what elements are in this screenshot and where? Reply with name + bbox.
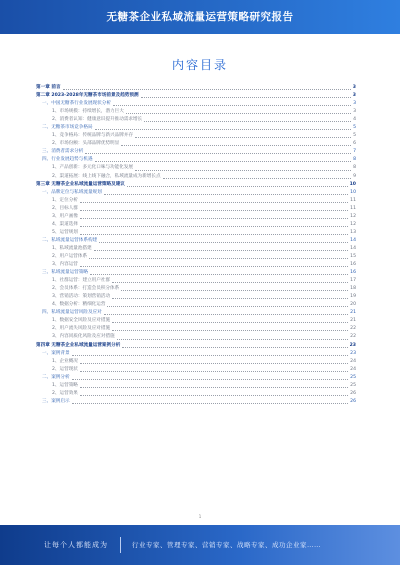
toc-entry[interactable] — [36, 205, 356, 213]
toc-entry-page: 22 — [350, 334, 356, 340]
toc-dot-leader — [80, 387, 348, 388]
footer-banner — [0, 525, 400, 565]
toc-entry-page: 21 — [350, 310, 356, 316]
toc-entry-label: 3、内容同质化风险及应对措施 — [52, 334, 115, 340]
toc-dot-leader — [80, 266, 348, 267]
toc-entry-label: 4、数据分析：精细化运营 — [52, 302, 106, 308]
toc-entry-page: 24 — [350, 358, 356, 364]
toc-entry-label: 1、私域流量池搭建 — [52, 245, 92, 251]
toc-entry[interactable] — [36, 350, 356, 358]
toc-entry-label: 1、企业概况 — [52, 358, 78, 364]
toc-entry-page: 15 — [350, 253, 356, 259]
toc-entry-page: 19 — [350, 294, 356, 300]
toc-dot-leader — [163, 178, 351, 179]
toc-entry-page: 16 — [350, 270, 356, 276]
toc-entry[interactable] — [36, 108, 356, 116]
toc-dot-leader — [90, 274, 348, 275]
toc-entry[interactable] — [36, 164, 356, 172]
toc-entry-label: 5、运营规划 — [52, 229, 78, 235]
toc-entry-page: 25 — [350, 374, 356, 380]
toc-entry-page: 3 — [352, 93, 356, 99]
toc-entry-label: 1、市场规模：持续增长，潜力巨大 — [52, 109, 124, 115]
toc-entry[interactable] — [36, 124, 356, 132]
toc-entry[interactable] — [36, 374, 356, 382]
toc-entry-page: 10 — [350, 189, 356, 195]
toc-entry-label: 2、市场份额：头部品牌优势明显 — [52, 141, 120, 147]
toc-entry-label: 二、案例分析 — [42, 374, 70, 380]
toc-entry-label: 1、运营策略 — [52, 382, 78, 388]
toc-entry[interactable] — [36, 181, 356, 189]
toc-entry-label: 2、渠道拓展：线上线下融合，私域流量成为新增长点 — [52, 173, 161, 179]
toc-entry[interactable] — [36, 197, 356, 205]
toc-entry-label: 第三章 无糖茶企业私域流量运营策略及建议 — [36, 181, 125, 187]
toc-dot-leader — [80, 234, 348, 235]
toc-dot-leader — [112, 322, 348, 323]
toc-entry[interactable] — [36, 301, 356, 309]
toc-entry-label: 一、案例背景 — [42, 350, 70, 356]
toc-entry[interactable] — [36, 342, 356, 350]
toc-entry-page: 21 — [350, 318, 356, 324]
toc-entry[interactable] — [36, 366, 356, 374]
toc-entry-label: 2、目标人群 — [52, 205, 78, 211]
toc-entry[interactable] — [36, 116, 356, 124]
toc-entry[interactable] — [36, 221, 356, 229]
toc-dot-leader — [141, 97, 351, 98]
toc-entry-page: 8 — [353, 157, 356, 163]
report-title: 无糖茶企业私域流量运营策略研究报告 — [106, 11, 294, 23]
toc-entry-page: 5 — [353, 125, 356, 131]
toc-entry-label: 1、产品创新：多元化口味与功能化发展 — [52, 165, 134, 171]
toc-dot-leader — [135, 170, 351, 171]
toc-entry-page: 26 — [350, 398, 356, 404]
toc-dot-leader — [80, 395, 348, 396]
toc-entry[interactable] — [36, 253, 356, 261]
toc-dot-leader — [117, 339, 348, 340]
toc-entry-label: 4、渠道选择 — [52, 221, 78, 227]
toc-dot-leader — [94, 250, 348, 251]
toc-entry-page: 23 — [350, 350, 356, 356]
toc-entry[interactable] — [36, 140, 356, 148]
toc-dot-leader — [121, 145, 351, 146]
table-of-contents — [36, 84, 356, 406]
toc-entry[interactable] — [36, 309, 356, 317]
toc-dot-leader — [122, 347, 347, 348]
toc-entry-label: 三、消费者需求分析 — [42, 149, 84, 155]
toc-dot-leader — [80, 226, 348, 227]
toc-entry-label: 第一章 前言 — [36, 85, 61, 90]
toc-entry[interactable] — [36, 317, 356, 325]
toc-entry-label: 1、社群运营：建立用户社群 — [52, 278, 111, 284]
toc-entry-label: 第四章 无糖茶企业私域流量运营案例分析 — [36, 342, 121, 348]
toc-entry[interactable] — [36, 285, 356, 293]
toc-dot-leader — [85, 153, 351, 154]
toc-entry[interactable] — [36, 92, 356, 100]
toc-entry-label: 2、用户运营体系 — [52, 253, 88, 259]
toc-entry-label: 2、用户流失风险及应对措施 — [52, 326, 111, 332]
toc-entry-label: 三、案例启示 — [42, 398, 70, 404]
toc-entry[interactable] — [36, 213, 356, 221]
toc-entry-label: 2、运营现状 — [52, 366, 78, 372]
toc-entry-page: 26 — [350, 390, 356, 396]
toc-entry-page: 4 — [353, 117, 356, 123]
toc-dot-leader — [112, 282, 348, 283]
toc-entry-page: 20 — [350, 302, 356, 308]
toc-entry-page: 12 — [350, 213, 356, 219]
toc-entry[interactable] — [36, 237, 356, 245]
toc-dot-leader — [107, 306, 348, 307]
toc-entry-page: 23 — [349, 342, 356, 348]
toc-entry-page: 3 — [352, 85, 356, 90]
toc-entry[interactable] — [36, 325, 356, 333]
toc-dot-leader — [72, 379, 349, 380]
toc-dot-leader — [121, 290, 348, 291]
toc-entry-page: 22 — [350, 326, 356, 332]
toc-entry-label: 四、私域流量运营风险及应对 — [42, 310, 102, 316]
toc-entry-page: 7 — [353, 149, 356, 155]
toc-dot-leader — [95, 161, 352, 162]
toc-entry-label: 2、消费者认知：健康意识提升推动需求增长 — [52, 117, 143, 123]
toc-dot-leader — [80, 202, 348, 203]
toc-dot-leader — [80, 218, 348, 219]
toc-dot-leader — [80, 210, 348, 211]
toc-dot-leader — [126, 113, 351, 114]
toc-entry[interactable] — [36, 390, 356, 398]
toc-dot-leader — [112, 298, 348, 299]
toc-entry[interactable] — [36, 277, 356, 285]
toc-entry[interactable] — [36, 358, 356, 366]
report-header-banner — [0, 0, 400, 34]
toc-dot-leader — [104, 314, 348, 315]
toc-entry-page: 3 — [353, 109, 356, 115]
toc-entry[interactable] — [36, 269, 356, 277]
toc-entry-label: 3、营销活动：策划营销活动 — [52, 294, 111, 300]
toc-entry[interactable] — [36, 333, 356, 341]
toc-entry[interactable] — [36, 245, 356, 253]
toc-entry[interactable] — [36, 173, 356, 181]
toc-entry-label: 三、私域流量运营策略 — [42, 270, 88, 276]
toc-entry[interactable] — [36, 100, 356, 108]
toc-entry-page: 5 — [353, 133, 356, 139]
toc-entry[interactable] — [36, 84, 356, 92]
toc-entry[interactable] — [36, 189, 356, 197]
toc-entry-label: 一、品牌定位与私域流量规划 — [42, 189, 102, 195]
toc-entry[interactable] — [36, 382, 356, 390]
toc-dot-leader — [72, 355, 349, 356]
toc-dot-leader — [112, 330, 348, 331]
toc-entry-page: 24 — [350, 366, 356, 372]
toc-dot-leader — [89, 258, 348, 259]
toc-entry[interactable] — [36, 261, 356, 269]
toc-entry-label: 3、内容运营 — [52, 262, 78, 268]
toc-entry-page: 11 — [350, 197, 356, 203]
toc-entry-page: 13 — [350, 229, 356, 235]
toc-entry-label: 1、竞争格局：传统品牌与新兴品牌并存 — [52, 133, 134, 139]
toc-entry[interactable] — [36, 293, 356, 301]
toc-dot-leader — [144, 121, 351, 122]
toc-entry[interactable] — [36, 132, 356, 140]
toc-entry-label: 3、用户画像 — [52, 213, 78, 219]
toc-dot-leader — [80, 371, 348, 372]
toc-entry-label: 2、运营效果 — [52, 390, 78, 396]
toc-entry-page: 6 — [353, 141, 356, 147]
footer-roles: 行业专家、管理专家、营销专家、战略专家、成功企业家…… — [132, 541, 321, 549]
toc-entry-label: 二、私域流量运营体系构建 — [42, 237, 98, 243]
toc-dot-leader — [80, 363, 348, 364]
page-number: 1 — [198, 514, 202, 519]
toc-entry-page: 16 — [350, 262, 356, 268]
footer-slogan: 让每个人都能成为 — [44, 541, 108, 549]
toc-dot-leader — [127, 186, 348, 187]
toc-entry-label: 1、数据安全风险及应对措施 — [52, 318, 111, 324]
toc-dot-leader — [135, 137, 351, 138]
toc-dot-leader — [99, 242, 348, 243]
toc-dot-leader — [104, 194, 348, 195]
toc-entry-page: 3 — [353, 101, 356, 107]
toc-entry[interactable] — [36, 148, 356, 156]
toc-entry-label: 1、定位分析 — [52, 197, 78, 203]
toc-entry[interactable] — [36, 156, 356, 164]
toc-entry-page: 14 — [350, 237, 356, 243]
toc-entry-label: 2、会员体系：打造会员积分体系 — [52, 286, 120, 292]
toc-entry-page: 18 — [350, 286, 356, 292]
toc-entry[interactable] — [36, 398, 356, 406]
toc-entry-page: 11 — [350, 205, 356, 211]
toc-entry-page: 8 — [353, 165, 356, 171]
toc-entry-page: 25 — [350, 382, 356, 388]
toc-entry-page: 17 — [350, 278, 356, 284]
toc-entry-label: 第二章 2023-2028年无糖茶市场前景及趋势预测 — [36, 93, 139, 99]
toc-dot-leader — [72, 403, 349, 404]
toc-entry-label: 一、中国无糖茶行业发展现状分析 — [42, 101, 111, 107]
toc-dot-leader — [113, 105, 351, 106]
toc-heading: 内容目录 — [171, 58, 228, 72]
toc-entry-page: 10 — [349, 181, 356, 187]
toc-entry-label: 二、无糖茶市场竞争格局 — [42, 125, 93, 131]
toc-entry-page: 12 — [350, 221, 356, 227]
toc-dot-leader — [63, 89, 351, 90]
toc-entry-page: 9 — [353, 173, 356, 179]
toc-entry-label: 四、行业发展趋势与机遇 — [42, 157, 93, 163]
toc-entry[interactable] — [36, 229, 356, 237]
toc-entry-page: 14 — [350, 245, 356, 251]
toc-dot-leader — [95, 129, 352, 130]
footer-divider — [120, 537, 121, 553]
